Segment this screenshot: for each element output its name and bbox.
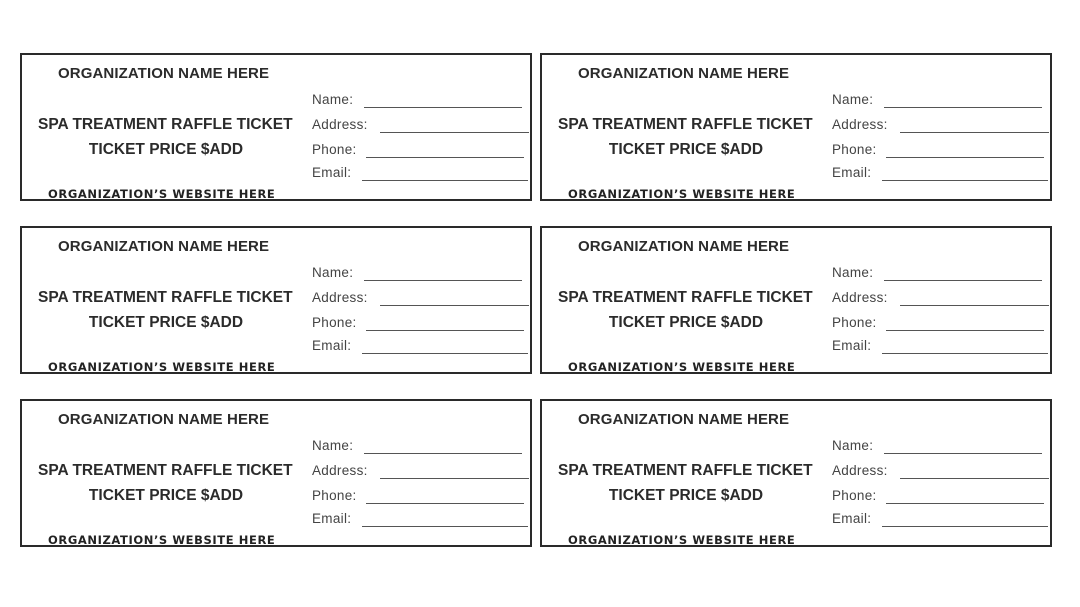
ticket-title: SPA TREATMENT RAFFLE TICKET [38, 462, 293, 479]
ticket-price: TICKET PRICE $ADD [608, 141, 764, 158]
name-label: Name: [312, 438, 354, 453]
organization-website: ORGANIZATION’S WEBSITE HERE [568, 533, 796, 547]
organization-name: ORGANIZATION NAME HERE [58, 411, 270, 428]
email-line [362, 526, 528, 527]
ticket-price: TICKET PRICE $ADD [88, 487, 244, 504]
phone-line [886, 503, 1044, 504]
ticket-price: TICKET PRICE $ADD [608, 487, 764, 504]
email-label: Email: [832, 338, 872, 353]
name-line [884, 107, 1042, 108]
email-label: Email: [832, 165, 872, 180]
name-label: Name: [312, 265, 354, 280]
address-line [380, 305, 529, 306]
ticket-title: SPA TREATMENT RAFFLE TICKET [38, 289, 293, 306]
phone-line [886, 330, 1044, 331]
phone-line [366, 330, 524, 331]
email-label: Email: [312, 165, 352, 180]
email-line [882, 353, 1048, 354]
raffle-ticket [540, 53, 1052, 201]
organization-website: ORGANIZATION’S WEBSITE HERE [48, 533, 276, 547]
ticket-title: SPA TREATMENT RAFFLE TICKET [38, 116, 293, 133]
phone-label: Phone: [312, 315, 357, 330]
address-line [900, 132, 1049, 133]
name-line [884, 453, 1042, 454]
phone-label: Phone: [832, 488, 877, 503]
address-label: Address: [312, 117, 368, 132]
address-line [380, 478, 529, 479]
phone-label: Phone: [832, 142, 877, 157]
address-label: Address: [312, 290, 368, 305]
raffle-ticket [540, 226, 1052, 374]
address-line [900, 305, 1049, 306]
name-label: Name: [312, 92, 354, 107]
email-line [882, 526, 1048, 527]
address-label: Address: [832, 463, 888, 478]
phone-line [366, 503, 524, 504]
phone-line [886, 157, 1044, 158]
raffle-ticket [20, 53, 532, 201]
raffle-ticket [20, 226, 532, 374]
organization-website: ORGANIZATION’S WEBSITE HERE [48, 360, 276, 374]
ticket-price: TICKET PRICE $ADD [88, 141, 244, 158]
address-label: Address: [832, 117, 888, 132]
address-line [900, 478, 1049, 479]
email-label: Email: [312, 338, 352, 353]
organization-name: ORGANIZATION NAME HERE [58, 65, 270, 82]
name-label: Name: [832, 265, 874, 280]
organization-name: ORGANIZATION NAME HERE [578, 411, 790, 428]
address-line [380, 132, 529, 133]
raffle-ticket [20, 399, 532, 547]
address-label: Address: [832, 290, 888, 305]
email-line [362, 180, 528, 181]
email-label: Email: [832, 511, 872, 526]
organization-website: ORGANIZATION’S WEBSITE HERE [48, 187, 276, 201]
name-line [364, 107, 522, 108]
ticket-title: SPA TREATMENT RAFFLE TICKET [558, 116, 813, 133]
organization-website: ORGANIZATION’S WEBSITE HERE [568, 360, 796, 374]
ticket-title: SPA TREATMENT RAFFLE TICKET [558, 289, 813, 306]
organization-name: ORGANIZATION NAME HERE [578, 65, 790, 82]
phone-label: Phone: [312, 488, 357, 503]
name-line [364, 280, 522, 281]
name-label: Name: [832, 92, 874, 107]
phone-label: Phone: [832, 315, 877, 330]
email-label: Email: [312, 511, 352, 526]
organization-website: ORGANIZATION’S WEBSITE HERE [568, 187, 796, 201]
name-label: Name: [832, 438, 874, 453]
raffle-ticket [540, 399, 1052, 547]
phone-label: Phone: [312, 142, 357, 157]
organization-name: ORGANIZATION NAME HERE [578, 238, 790, 255]
name-line [364, 453, 522, 454]
email-line [882, 180, 1048, 181]
ticket-title: SPA TREATMENT RAFFLE TICKET [558, 462, 813, 479]
email-line [362, 353, 528, 354]
ticket-price: TICKET PRICE $ADD [608, 314, 764, 331]
address-label: Address: [312, 463, 368, 478]
ticket-price: TICKET PRICE $ADD [88, 314, 244, 331]
name-line [884, 280, 1042, 281]
phone-line [366, 157, 524, 158]
organization-name: ORGANIZATION NAME HERE [58, 238, 270, 255]
